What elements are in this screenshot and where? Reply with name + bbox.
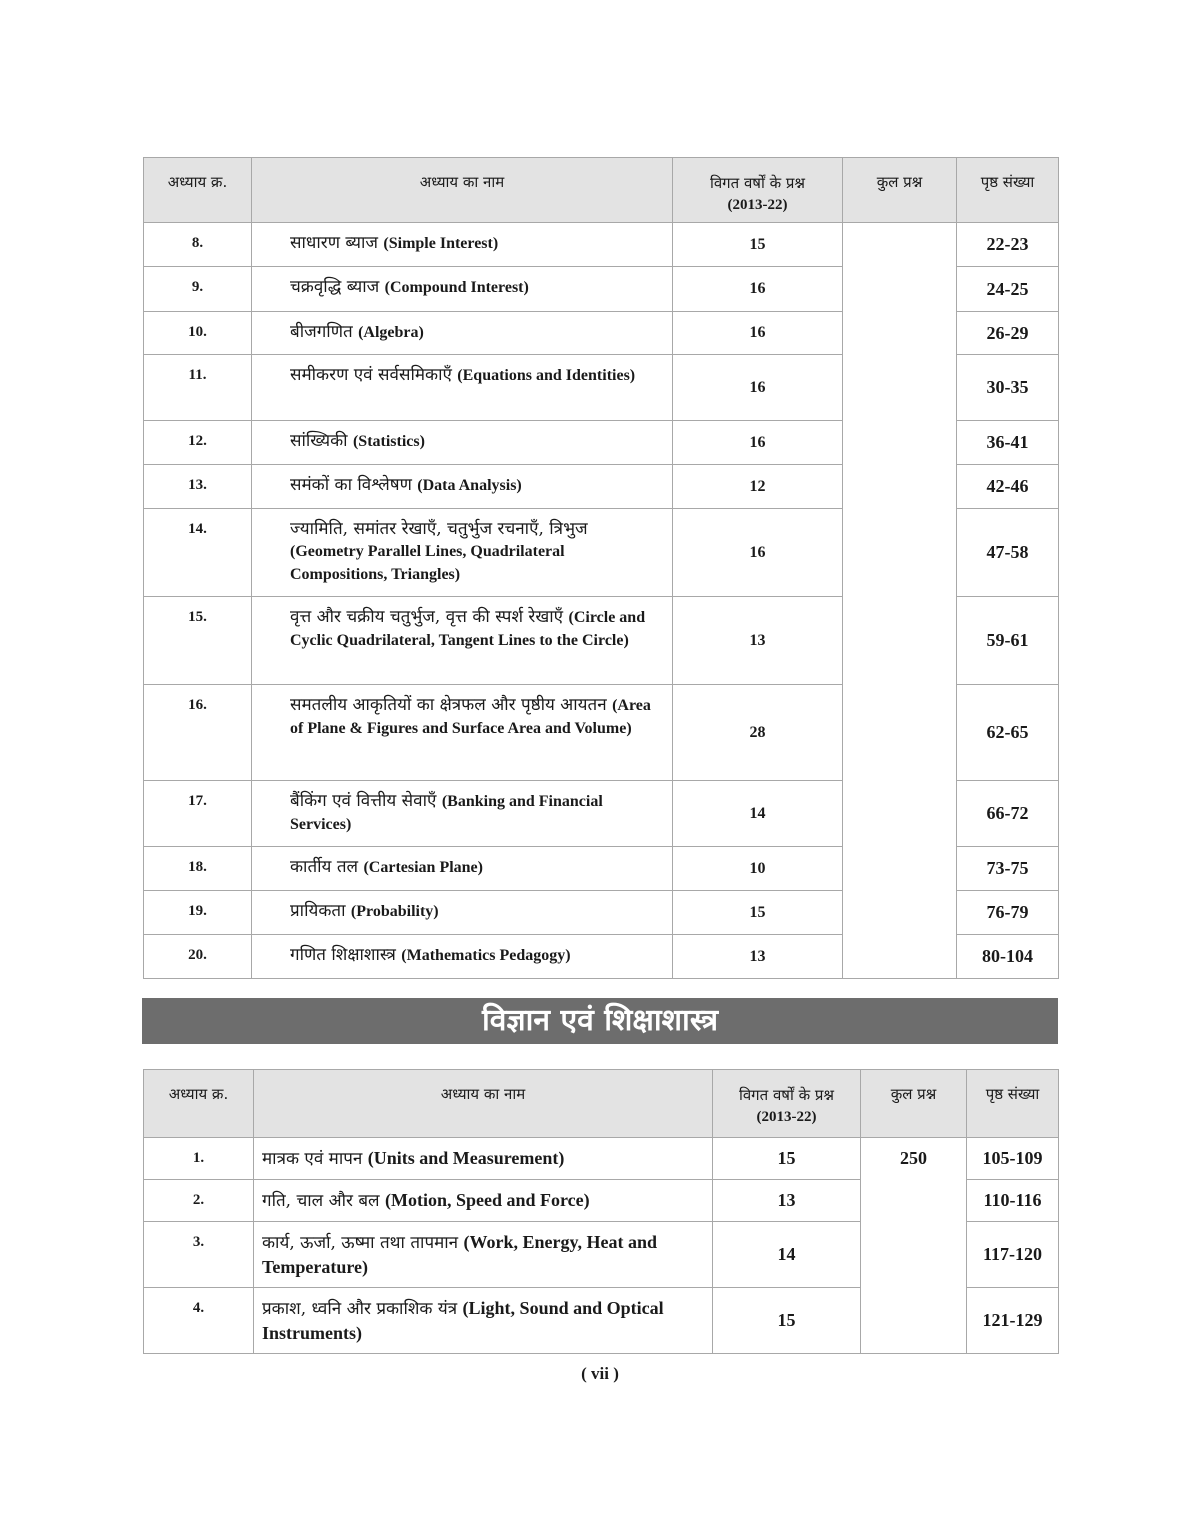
chapter-name — [252, 267, 673, 312]
chapter-name-hindi: गति, चाल और बल — [262, 1191, 380, 1211]
question-count: 28 — [673, 685, 843, 781]
chapter-name-hindi: प्रकाश, ध्वनि और प्रकाशिक यंत्र — [262, 1299, 458, 1319]
chapter-name — [252, 891, 673, 935]
page-range: 47-58 — [957, 509, 1059, 597]
chapter-name-english: (Statistics) — [352, 433, 425, 450]
page-range: 30-35 — [957, 355, 1059, 421]
chapter-name-hindi: कार्तीय तल — [290, 857, 359, 877]
chapter-name-hindi: साधारण ब्याज — [290, 233, 378, 253]
chapter-name-hindi: बैंकिंग एवं वित्तीय सेवाएँ — [290, 791, 437, 811]
chapter-name-english: (Simple Interest) — [383, 235, 499, 252]
question-count: 16 — [673, 509, 843, 597]
page-range: 59-61 — [957, 597, 1059, 685]
header-total-questions: कुल प्रश्न — [861, 1070, 967, 1138]
question-count: 15 — [713, 1138, 861, 1180]
chapter-name-hindi: मात्रक एवं मापन — [262, 1149, 363, 1169]
chapter-number: 11. — [144, 355, 252, 421]
chapter-name — [252, 847, 673, 891]
question-count: 16 — [673, 421, 843, 465]
page-number: ( vii ) — [581, 1364, 619, 1383]
chapter-number: 13. — [144, 465, 252, 509]
chapter-name-english: (Data Analysis) — [417, 477, 522, 494]
chapter-number: 9. — [144, 267, 252, 312]
page-range: 24-25 — [957, 267, 1059, 312]
question-count: 12 — [673, 465, 843, 509]
chapter-number: 20. — [144, 935, 252, 979]
chapter-name — [252, 465, 673, 509]
science-section-title: विज्ञान एवं शिक्षाशास्त्र — [142, 998, 1058, 1044]
chapter-name-english: (Banking and Financial Services) — [290, 793, 603, 833]
chapter-number: 12. — [144, 421, 252, 465]
chapter-name-english: (Algebra) — [358, 324, 424, 341]
chapter-name-english: (Equations and Identities) — [457, 367, 636, 384]
table-row — [144, 1138, 1059, 1180]
page-range: 22-23 — [957, 223, 1059, 267]
total-questions: 250 — [861, 1138, 967, 1354]
page-range: 105-109 — [967, 1138, 1059, 1180]
page-range: 80-104 — [957, 935, 1059, 979]
chapter-number: 3. — [144, 1222, 254, 1288]
chapter-name — [252, 509, 673, 597]
chapter-name — [254, 1138, 713, 1180]
header-chapter-name: अध्याय का नाम — [252, 158, 673, 223]
header-past-questions — [673, 158, 843, 223]
page-range: 110-116 — [967, 1180, 1059, 1222]
chapter-name — [252, 312, 673, 355]
chapter-name-english: (Probability) — [350, 903, 439, 920]
question-count: 13 — [673, 597, 843, 685]
science-chapter-table — [143, 1069, 1059, 1354]
chapter-name-hindi: वृत्त और चक्रीय चतुर्भुज, वृत्त की स्पर्श रेखाएँ — [290, 607, 564, 627]
question-count: 15 — [713, 1288, 861, 1354]
chapter-number: 4. — [144, 1288, 254, 1354]
chapter-name-hindi: सांख्यिकी — [290, 431, 348, 451]
question-count: 14 — [713, 1222, 861, 1288]
page-range: 121-129 — [967, 1288, 1059, 1354]
chapter-name — [252, 935, 673, 979]
chapter-number: 16. — [144, 685, 252, 781]
chapter-name — [252, 597, 673, 685]
chapter-name-english: (Compound Interest) — [384, 279, 529, 296]
chapter-name-english: (Mathematics Pedagogy) — [401, 947, 571, 964]
question-count: 15 — [673, 891, 843, 935]
chapter-name-english: (Motion, Speed and Force) — [385, 1190, 590, 1210]
page-range: 26-29 — [957, 312, 1059, 355]
header-past-years: (2013-22) — [727, 197, 788, 213]
chapter-number: 19. — [144, 891, 252, 935]
chapter-name — [252, 781, 673, 847]
question-count: 16 — [673, 267, 843, 312]
header-chapter-no: अध्याय क्र. — [144, 158, 252, 223]
chapter-name-hindi: गणित शिक्षाशास्त्र — [290, 945, 396, 965]
chapter-name-english: (Cartesian Plane) — [363, 859, 483, 876]
header-page-no: पृष्ठ संख्या — [967, 1070, 1059, 1138]
chapter-name-english: (Work, Energy, Heat and Temperature) — [262, 1232, 658, 1277]
page-range: 62-65 — [957, 685, 1059, 781]
chapter-name-english: (Circle and Cyclic Quadrilateral, Tangent Lines to the Circle) — [290, 609, 646, 649]
chapter-name — [252, 355, 673, 421]
chapter-name-hindi: प्रायिकता — [290, 901, 346, 921]
header-past-questions-label: विगत वर्षों के प्रश्न — [709, 174, 806, 192]
header-past-years: (2013-22) — [756, 1109, 817, 1125]
question-count: 16 — [673, 355, 843, 421]
chapter-name — [254, 1222, 713, 1288]
table-row — [144, 223, 1059, 267]
question-count: 16 — [673, 312, 843, 355]
chapter-name-english: (Geometry Parallel Lines, Quadrilateral Compositions, Triangles) — [290, 543, 565, 583]
page-range: 66-72 — [957, 781, 1059, 847]
chapter-number: 17. — [144, 781, 252, 847]
chapter-name-hindi: समतलीय आकृतियों का क्षेत्रफल और पृष्ठीय आयतन — [290, 695, 607, 715]
question-count: 14 — [673, 781, 843, 847]
total-questions — [843, 223, 957, 979]
chapter-number: 14. — [144, 509, 252, 597]
question-count: 13 — [713, 1180, 861, 1222]
page-range: 73-75 — [957, 847, 1059, 891]
header-total-questions: कुल प्रश्न — [843, 158, 957, 223]
chapter-number: 15. — [144, 597, 252, 685]
chapter-name-hindi: बीजगणित — [290, 322, 353, 342]
chapter-name-hindi: समंकों का विश्लेषण — [290, 475, 412, 495]
chapter-number: 1. — [144, 1138, 254, 1180]
question-count: 10 — [673, 847, 843, 891]
chapter-name-hindi: कार्य, ऊर्जा, ऊष्मा तथा तापमान — [262, 1233, 459, 1253]
page-range: 36-41 — [957, 421, 1059, 465]
chapter-name-english: (Area of Plane & Figures and Surface Area and Volume) — [290, 697, 651, 737]
chapter-number: 18. — [144, 847, 252, 891]
chapter-name-hindi: ज्यामिति, समांतर रेखाएँ, चतुर्भुज रचनाएँ, त्रिभुज — [290, 519, 588, 539]
chapter-name — [252, 223, 673, 267]
chapter-name-english: (Units and Measurement) — [367, 1148, 565, 1168]
chapter-number: 8. — [144, 223, 252, 267]
page-range: 76-79 — [957, 891, 1059, 935]
header-past-questions-label: विगत वर्षों के प्रश्न — [738, 1086, 835, 1104]
chapter-name-hindi: समीकरण एवं सर्वसमिकाएँ — [290, 365, 452, 385]
header-chapter-name: अध्याय का नाम — [254, 1070, 713, 1138]
chapter-name — [254, 1288, 713, 1354]
question-count: 15 — [673, 223, 843, 267]
header-page-no: पृष्ठ संख्या — [957, 158, 1059, 223]
chapter-name — [252, 685, 673, 781]
chapter-number: 2. — [144, 1180, 254, 1222]
question-count: 13 — [673, 935, 843, 979]
chapter-number: 10. — [144, 312, 252, 355]
chapter-name — [252, 421, 673, 465]
page-range: 117-120 — [967, 1222, 1059, 1288]
math-chapter-table — [143, 157, 1059, 979]
chapter-name-english: (Light, Sound and Optical Instruments) — [262, 1298, 664, 1343]
chapter-name-hindi: चक्रवृद्धि ब्याज — [290, 277, 380, 297]
header-chapter-no: अध्याय क्र. — [144, 1070, 254, 1138]
header-past-questions — [713, 1070, 861, 1138]
chapter-name — [254, 1180, 713, 1222]
page-range: 42-46 — [957, 465, 1059, 509]
